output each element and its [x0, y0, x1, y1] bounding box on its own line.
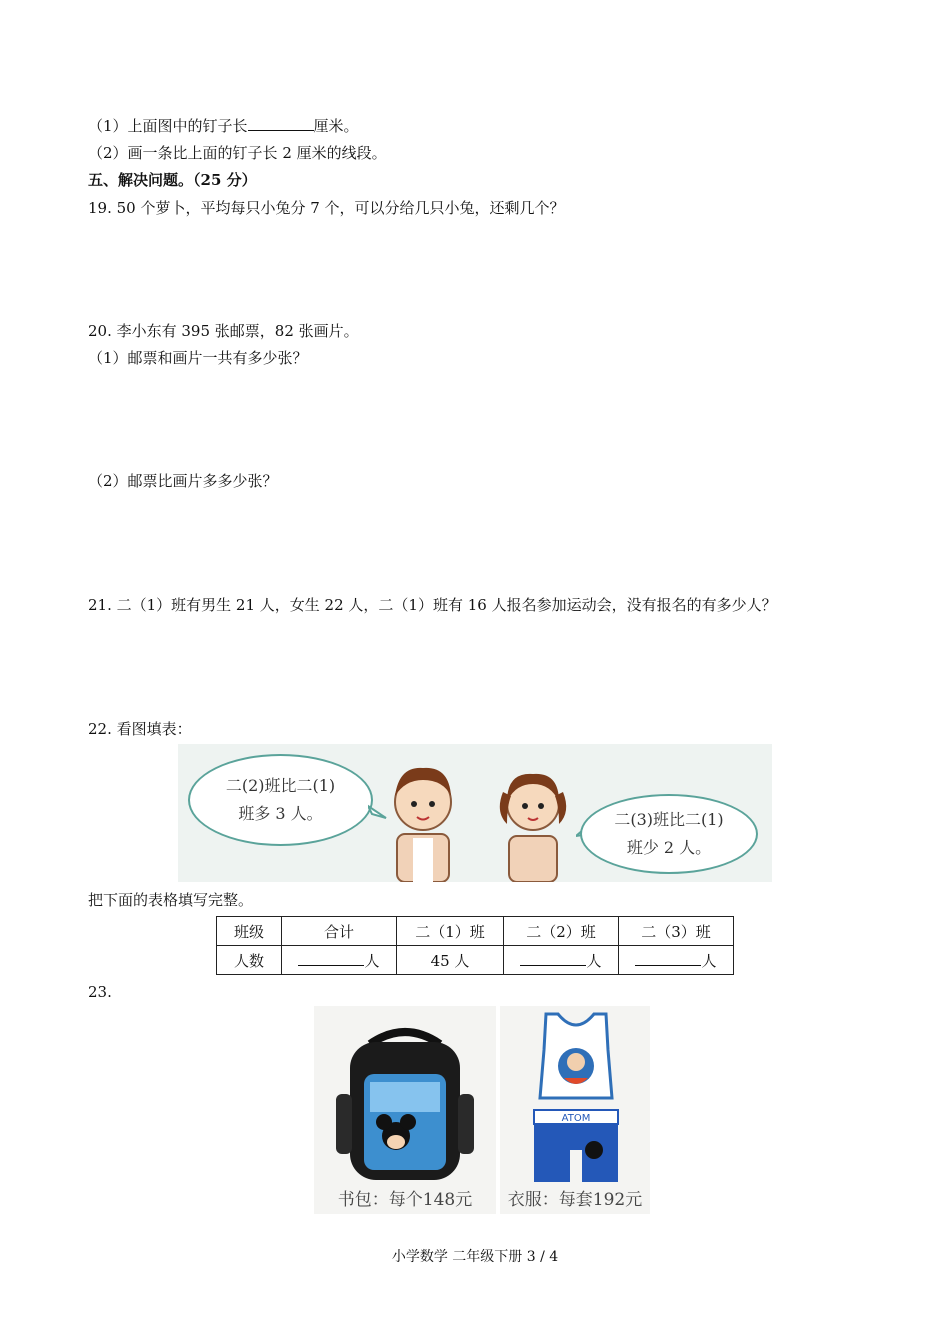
clothes-price-caption: 衣服：每套192元 — [507, 1190, 643, 1210]
class-size-table — [216, 916, 734, 975]
table-header-cell: 班级 — [217, 917, 282, 946]
children-illustration — [178, 744, 772, 882]
clothes-print-text: ATOM — [561, 1113, 591, 1124]
row-label: 人数 — [217, 946, 282, 975]
answer-blank[interactable] — [248, 116, 314, 131]
outfit-icon — [524, 1010, 628, 1186]
table-header-cell: 二（3）班 — [619, 917, 734, 946]
clothes-product — [500, 1006, 650, 1214]
question-23: 23. — [88, 983, 112, 1001]
speech-bubble-boy: 二(2)班比二(1) 班多 3 人。 — [188, 754, 373, 846]
question-19: 19. 50 个萝卜，平均每只小兔分 7 个，可以分给几只小兔，还剩几个？ — [88, 199, 565, 217]
table-header-cell: 二（2）班 — [504, 917, 619, 946]
answer-blank[interactable] — [520, 951, 586, 966]
question-20: 20. 李小东有 395 张邮票，82 张画片。 — [88, 322, 359, 340]
answer-blank[interactable] — [635, 951, 701, 966]
answer-blank[interactable] — [298, 951, 364, 966]
class1-cell: 45 人 — [397, 946, 504, 975]
table-header-row — [217, 917, 734, 946]
schoolbag-product — [314, 1006, 496, 1214]
page-footer: 小学数学 二年级下册 3 / 4 — [391, 1249, 559, 1265]
q18-part1: （1）上面图中的钉子长 厘米。 — [88, 117, 359, 135]
bag-price-caption: 书包：每个148元 — [337, 1190, 473, 1210]
question-20-part1: （1）邮票和画片一共有多少张？ — [88, 349, 308, 367]
question-21: 21. 二（1）班有男生 21 人，女生 22 人，二（1）班有 16 人报名参加运动会，没有报名的有多少人？ — [88, 596, 777, 614]
q18-part2: （2）画一条比上面的钉子长 2 厘米的线段。 — [88, 144, 387, 162]
boy-figure-icon — [383, 754, 463, 882]
table-header-cell: 二（1）班 — [397, 917, 504, 946]
class3-cell[interactable]: 人 — [619, 946, 734, 975]
total-cell[interactable]: 人 — [282, 946, 397, 975]
table-header-cell: 合计 — [282, 917, 397, 946]
section-heading: 五、解决问题。（25 分） — [88, 171, 257, 189]
backpack-icon — [330, 1024, 480, 1184]
speech-bubble-girl: 二(3)班比二(1) 班少 2 人。 — [580, 794, 758, 874]
question-22: 22. 看图填表： — [88, 720, 192, 738]
question-20-part2: （2）邮票比画片多多少张？ — [88, 472, 278, 490]
girl-figure-icon — [493, 762, 573, 882]
class2-cell[interactable]: 人 — [504, 946, 619, 975]
table-instruction: 把下面的表格填写完整。 — [88, 891, 254, 909]
table-row — [217, 946, 734, 975]
